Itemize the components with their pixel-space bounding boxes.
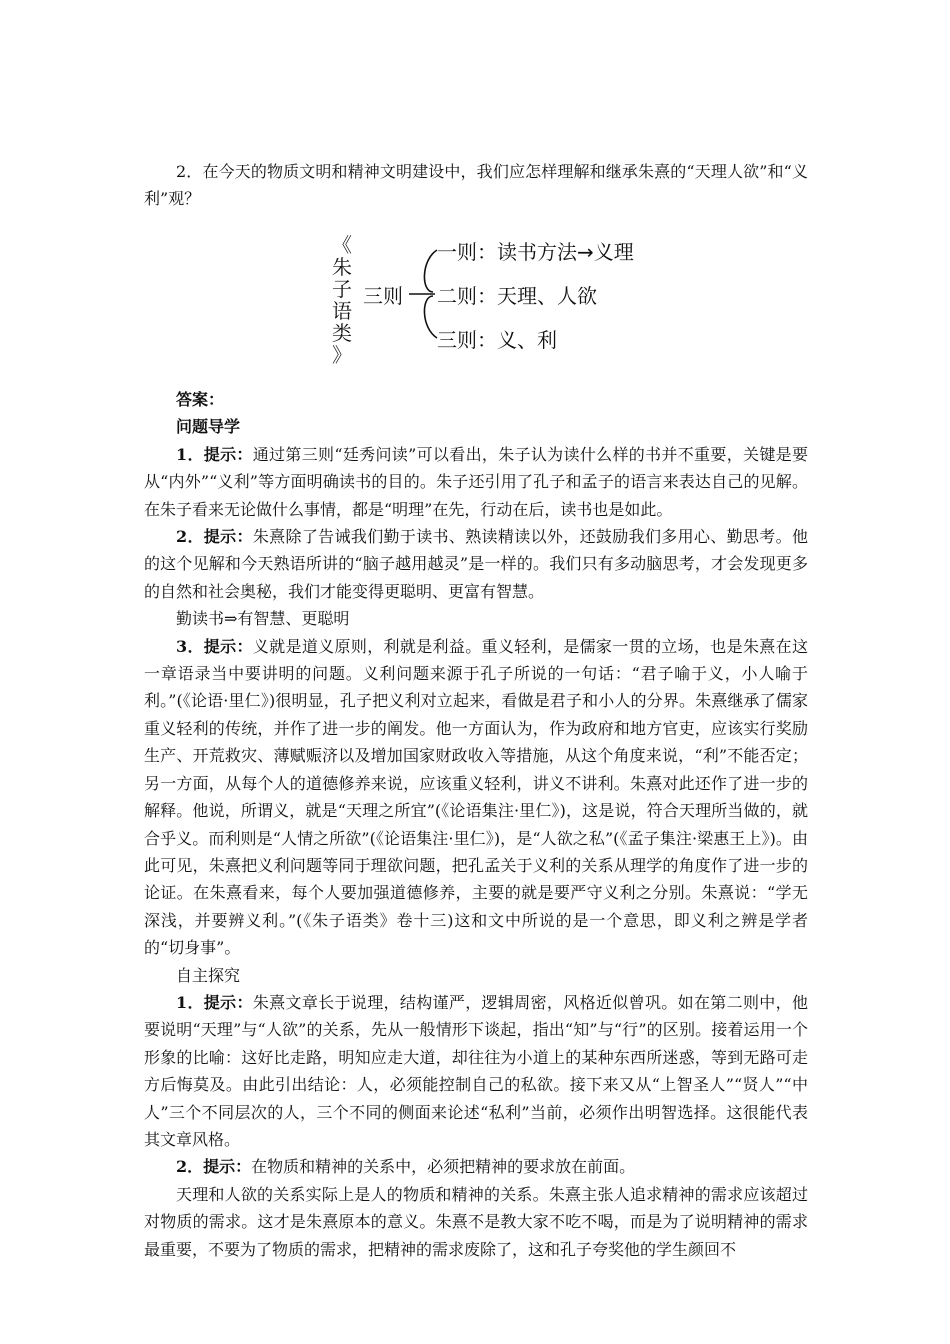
answer-text: 通过第三则“廷秀问读”可以看出，朱子认为读什么样的书并不重要，关键是要从“内外”“义利”等方面明确读书的目的。朱子还引用了孔子和孟子的语言来表达自己的见解。在朱子看来无论做什么事情，都是“明理”在先，行动在后，读书也是如此。 xyxy=(144,444,808,519)
title-char: 类 xyxy=(332,321,352,345)
diagram-branch-1: 一则：读书方法→义理 xyxy=(437,240,634,264)
hint-label: 2．提示： xyxy=(176,1157,252,1177)
hint-label: 3．提示： xyxy=(176,636,253,656)
close-bracket: 》 xyxy=(332,343,352,367)
answer-paragraph xyxy=(144,1153,808,1180)
answer-paragraph xyxy=(144,523,808,605)
open-bracket: 《 xyxy=(332,233,352,257)
hint-label: 1．提示： xyxy=(176,992,253,1012)
answers-block xyxy=(144,386,808,1263)
answer-text: 义就是道义原则，利就是利益。重义轻利，是儒家一贯的立场，也是朱熹在这一章语录当中要讲明的问题。义利问题来源于孔子所说的一句话：“君子喻于义，小人喻于利。”(《论语·里仁》)很明显，孔子把义利对立起来，看做是君子和小人的分界。朱熹继承了儒家重义轻利的传统，并作了进一步的阐发。他一方面认为，作为政府和地方官吏，应该实行奖励生产、开荒救灾、薄赋赈济以及增加国家财政收入等措施，从这个角度来说，“利”不能否定；另一方面，从每个人的道德修养来说，应该重义轻利，讲义不讲利。朱熹对此还作了进一步的解释。他说，所谓义，就是“天理之所宜”(《论语集注·里仁》)，这是说，符合天理所当做的，就合乎义。而利则是“人情之所欲”(《论语集注·里仁》)，是“人欲之私”(《孟子集注·梁惠王上》)。由此可见，朱熹把义利问题等同于理欲问题，把孔孟关于义利的关系从理学的角度作了进一步的论证。在朱熹看来，每个人要加强道德修养，主要的就是要严守义利之分别。朱熹说：“学无深浅，并要辨义利。”(《朱子语类》卷十三)这和文中所说的是一个意思，即义利之辨是学者的“切身事”。 xyxy=(144,636,808,958)
book-title-vertical xyxy=(329,234,355,366)
answer-text: 在物质和精神的关系中，必须把精神的要求放在前面。 xyxy=(251,1157,636,1177)
title-char: 语 xyxy=(332,299,352,323)
summary-line: 勤读书⇒有智慧、更聪明 xyxy=(176,609,350,629)
title-char: 子 xyxy=(332,277,352,301)
answer-text: 朱熹文章长于说理，结构谨严，逻辑周密，风格近似曾巩。如在第二则中，他要说明“天理”与“人欲”的关系，先从一般情形下谈起，指出“知”与“行”的区别。接着运用一个形象的比喻：这好比走路，明知应走大道，却往往为小道上的某种东西所迷惑，等到无路可走方后悔莫及。由此引出结论：人，必须能控制自己的私欲。接下来又从“上智圣人”“贤人”“中人”三个不同层次的人，三个不同的侧面来论述“私利”当前，必须作出明智选择。这很能代表其文章风格。 xyxy=(144,992,808,1149)
answer-paragraph xyxy=(144,633,808,962)
question-text: 2．在今天的物质文明和精神文明建设中，我们应怎样理解和继承朱熹的“天理人欲”和“义利”观？ xyxy=(144,162,808,209)
answer-paragraph: 天理和人欲的关系实际上是人的物质和精神的关系。朱熹主张人追求精神的需求应该超过对物质的需求。这才是朱熹原本的意义。朱熹不是教大家不吃不喝，而是为了说明精神的需求最重要，不要为了物质的需求，把精神的需求废除了，这和孔子夸奖他的学生颜回不 xyxy=(144,1184,808,1259)
answer-paragraph xyxy=(144,989,808,1153)
diagram-center-label: 三则 xyxy=(363,284,403,308)
diagram-branch-2: 二则：天理、人欲 xyxy=(437,284,597,308)
answer-paragraph xyxy=(144,441,808,523)
answers-heading: 答案： xyxy=(176,390,225,409)
section-heading: 问题导学 xyxy=(176,417,241,437)
section-heading: 自主探究 xyxy=(176,965,241,985)
question-block xyxy=(144,158,808,213)
answer-text: 朱熹除了告诫我们勤于读书、熟读精读以外，还鼓励我们多用心、勤思考。他的这个见解和今天熟语所讲的“脑子越用越灵”是一样的。我们只有多动脑思考，才会发现更多的自然和社会奥秘，我们才能变得更聪明、更富有智慧。 xyxy=(144,527,808,601)
title-char: 朱 xyxy=(332,255,352,279)
hint-label: 2．提示： xyxy=(176,527,253,547)
hint-label: 1．提示： xyxy=(176,444,253,464)
structure-diagram xyxy=(325,230,665,367)
diagram-branch-3: 三则：义、利 xyxy=(437,328,557,352)
